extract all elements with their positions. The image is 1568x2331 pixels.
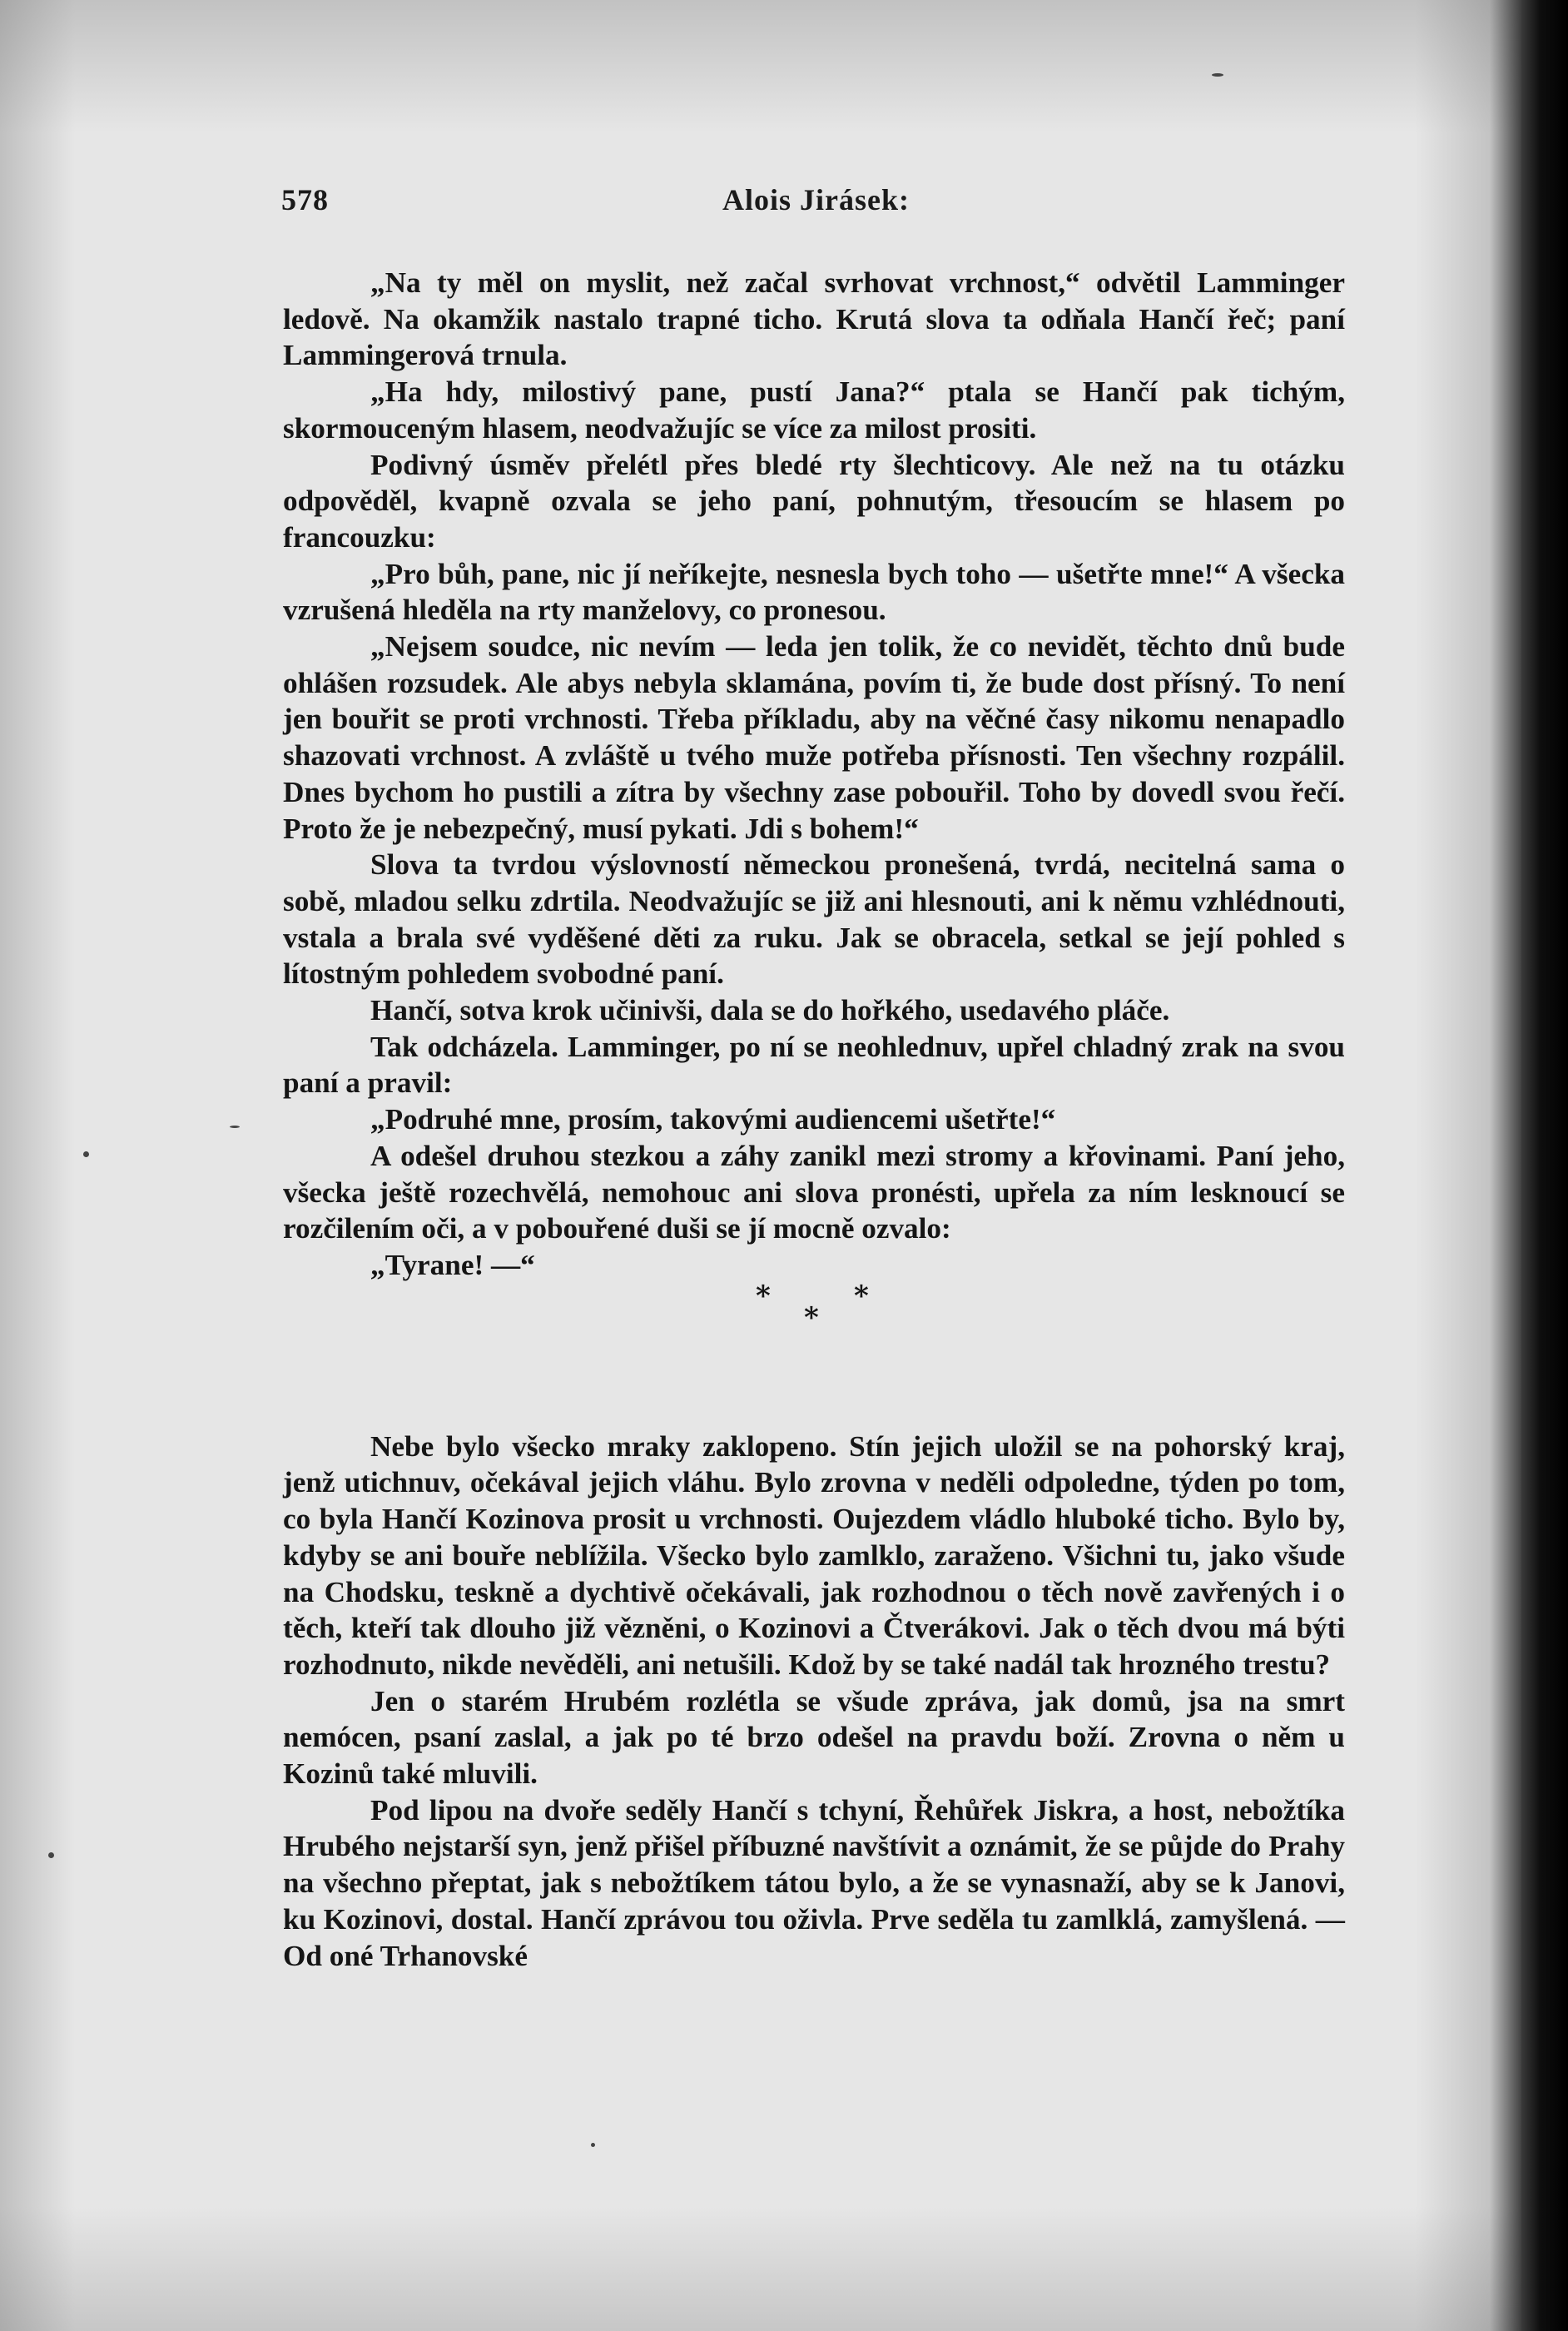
running-head: Alois Jirásek: <box>722 183 910 216</box>
paragraph: Nebe bylo všecko mraky zaklopeno. Stín jejich uložil se na pohorský kraj, jenž utichnuv, očekával jejich vláhu. Bylo zrovna v neděli odpoledne, týden po tom, co byla Hančí Kozinova prosit u vrchnosti. Oujezdem vládlo hluboké ticho. Bylo by, kdyby se ani bouře neblížila. Všecko bylo zamlklo, zaraženo. Všichni tu, jako všude na Chodsku, teskně a dychtivě očekávali, jak rozhodnou o těch nově zavřených i o těch, kteří tak dlouho již vězněni, o Kozinovi a Čtverákovi. Jak o těch dvou má býti rozhodnuto, nikde nevěděli, ani netušili. Kdož by se také nadál tak hrozného trestu? <box>283 1429 1345 1681</box>
paragraph: A odešel druhou stezkou a záhy zanikl mezi stromy a křovinami. Paní jeho, všecka ještě rozechvělá, nemohouc ani slova pronésti, upřela za ním lesknoucí se rozčilením oči, a v pobouřené duši se jí mocně ozvalo: <box>283 1139 1345 1245</box>
page-edge-shadow <box>1521 0 1568 2331</box>
scan-speck <box>83 1151 89 1157</box>
body-text <box>283 265 1345 1974</box>
paragraph: „Tyrane! —“ <box>370 1248 535 1281</box>
paragraph: „Na ty měl on myslit, než začal svrhovat vrchnost,“ odvětil Lamminger ledově. Na okamžik nastalo trapné ticho. Krutá slova ta odňala Hančí řeč; paní Lammingerová trnula. <box>283 266 1345 372</box>
asterism-star: * <box>756 1279 771 1313</box>
paragraph: Hančí, sotva krok učinivši, dala se do hořkého, usedavého pláče. <box>370 994 1170 1027</box>
paragraph: Podivný úsměv přelétl přes bledé rty šlechticovy. Ale než na tu otázku odpověděl, kvapně ozvala se jeho paní, pohnutým, třesoucím se hlasem po francouzku: <box>283 448 1345 554</box>
paragraph: Pod lipou na dvoře seděly Hančí s tchyní, Řehůřek Jiskra, a host, nebožtíka Hrubého nejstarší syn, jenž přišel příbuzné navštívit a oznámit, že se půjde do Prahy na všechno přeptat, jak s nebožtíkem tátou bylo, a že se vynasnaží, aby se k Janovi, ku Kozinovi, dostal. Hančí zprávou tou oživla. Prve seděla tu zamlklá, zamyšlená. — Od oné Trhanovské <box>283 1793 1345 1972</box>
page-header <box>281 182 1347 224</box>
paragraph: Jen o starém Hrubém rozlétla se všude zpráva, jak domů, jsa na smrt nemócen, psaní zaslal, a jak po té brzo odešel na pravdu boží. Zrovna o něm u Kozinů také mluvili. <box>283 1684 1345 1791</box>
scan-speck <box>48 1852 54 1858</box>
scan-speck <box>230 1126 240 1128</box>
paragraph: „Podruhé mne, prosím, takovými audiencemi ušetřte!“ <box>370 1103 1056 1136</box>
section-break-asterism <box>283 1279 1345 1429</box>
asterism-star: * <box>804 1300 819 1334</box>
paragraph: Slova ta tvrdou výslovností německou pronešená, tvrdá, necitelná sama o sobě, mladou selku zdrtila. Neodvažujíc se již ani hlesnouti, ani k němu vzhlédnouti, vstala a brala své vyděšené děti za ruku. Jak se obracela, setkal se její pohled s lítostným pohledem svobodné paní. <box>283 848 1345 991</box>
paragraph: Tak odcházela. Lamminger, po ní se neohlednuv, upřel chladný zrak na svou paní a pravil: <box>283 1030 1345 1100</box>
page-number: 578 <box>281 183 329 216</box>
paragraph: „Ha hdy, milostivý pane, pustí Jana?“ ptala se Hančí pak tichým, skormouceným hlasem, neodvažujíc se více za milost prositi. <box>283 375 1345 445</box>
asterism-star: * <box>854 1279 869 1313</box>
paragraph: „Pro bůh, pane, nic jí neříkejte, nesnesla bych toho — ušetřte mne!“ A všecka vzrušená hleděla na rty manželovy, co pronesou. <box>283 557 1345 627</box>
scan-speck <box>1212 73 1223 77</box>
scan-speck <box>591 2143 595 2147</box>
paragraph: „Nejsem soudce, nic nevím — leda jen tolik, že co nevidět, těchto dnů bude ohlášen rozsudek. Ale abys nebyla sklamána, povím ti, že bude dost přísný. To není jen bouřit se proti vrchnosti. Třeba příkladu, aby na věčné časy nikomu nenapadlo shazovati vrchnost. A zvláště u tvého muže potřeba přísnosti. Ten všechny rozpálil. Dnes bychom ho pustili a zítra by všechny zase pobouřil. Toho by dovedl svou řečí. Proto že je nebezpečný, musí pykati. Jdi s bohem!“ <box>283 630 1345 845</box>
